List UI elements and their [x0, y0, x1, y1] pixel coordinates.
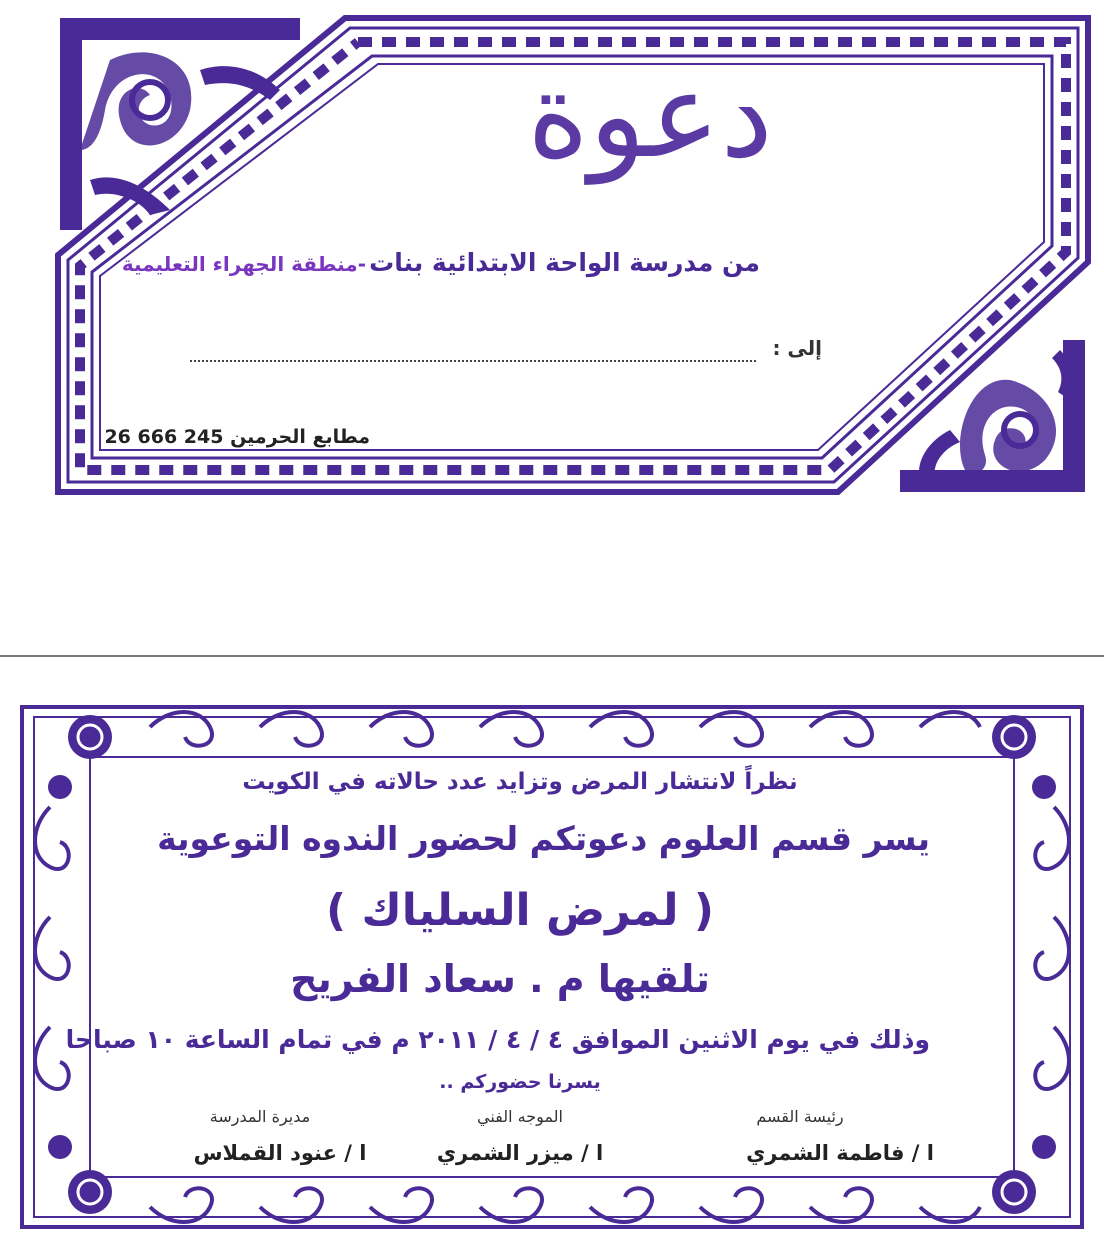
intro-text: نظراً لانتشار المرض وتزايد عدد حالاته في الكويت	[242, 769, 798, 795]
corner-ornament-bottom-right	[900, 340, 1085, 492]
invitation-title: دعوة	[527, 46, 773, 184]
printer-phone: 26 666 245	[104, 426, 224, 448]
seminar-topic: ( لمرض السلياك )	[326, 885, 714, 936]
presenter: تلقيها م . سعاد الفريح	[290, 957, 710, 1001]
invitation-card-front	[0, 0, 1104, 500]
signature-title-principal: مديرة المدرسة	[209, 1107, 311, 1126]
signature-name-supervisor: ا / ميزر الشمري	[436, 1141, 604, 1165]
education-region: -منطقة الجهراء التعليمية	[121, 252, 366, 276]
signature-title-supervisor: الموجه الفني	[477, 1107, 563, 1126]
invitation-text: يسر قسم العلوم دعوتكم لحضور الندوه التوعوية	[157, 819, 930, 858]
recipient-dotted-line	[190, 360, 756, 362]
signature-name-principal: ا / عنود القملاس	[193, 1141, 367, 1165]
date-time: وذلك في يوم الاثنين الموافق ٤ / ٤ / ٢٠١١ م في تمام الساعة ١٠ صباحا	[65, 1025, 930, 1054]
closing-text: يسرنا حضوركم ..	[439, 1071, 601, 1093]
printer-credit	[104, 426, 370, 448]
school-name: من مدرسة الواحة الابتدائية بنات	[369, 248, 760, 277]
recipient-label: إلى :	[772, 336, 822, 360]
printer-name: مطابع الحرمين	[230, 426, 370, 448]
signature-name-head: ا / فاطمة الشمري	[746, 1141, 934, 1165]
invitation-card-back	[0, 655, 1104, 1242]
signature-title-head: رئيسة القسم	[756, 1107, 844, 1126]
